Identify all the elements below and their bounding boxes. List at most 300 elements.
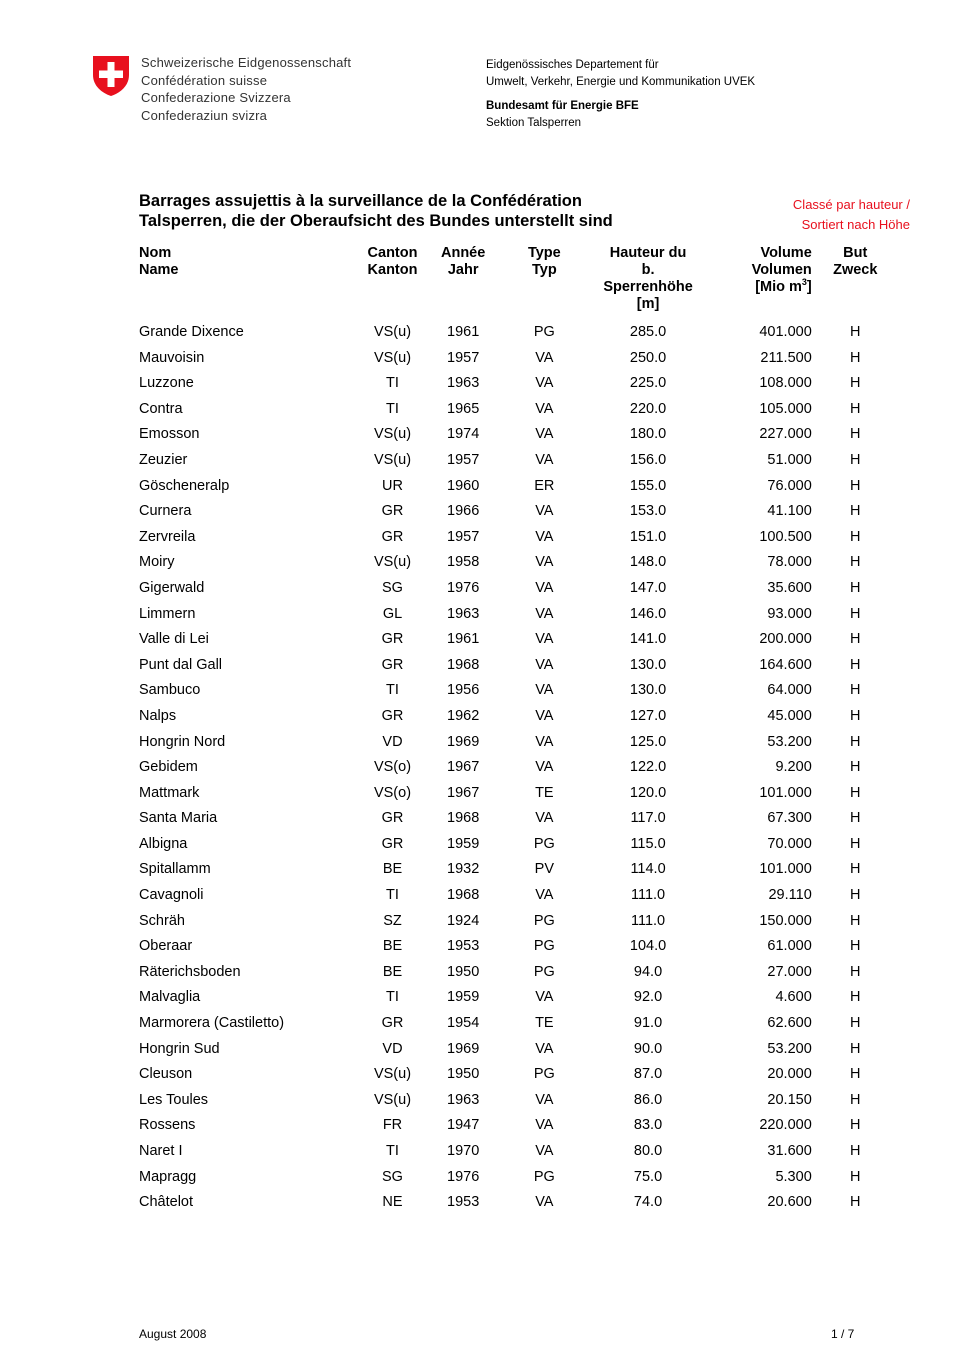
department-line-1: Eidgenössisches Departement für	[486, 59, 659, 71]
column-header-year	[441, 245, 485, 320]
dam-type-cell: PG	[533, 963, 555, 980]
dam-canton-cell: VS(u)	[373, 349, 412, 366]
sort-note-de: Sortiert nach Höhe	[801, 216, 910, 232]
dam-type-cell: VA	[535, 1143, 554, 1159]
dam-type-cell: VA	[535, 375, 554, 392]
dam-purpose-cell: H	[850, 784, 861, 801]
dam-height-cell: 151.0	[629, 528, 667, 545]
dam-type-cell: VA	[535, 451, 554, 468]
dam-purpose-cell: H	[850, 375, 861, 392]
table-row	[139, 1037, 899, 1063]
table-row	[139, 1139, 899, 1165]
dam-height-cell: 104.0	[629, 938, 667, 955]
dam-volume-cell: 76.000	[767, 477, 812, 494]
dam-year-cell: 1924	[447, 912, 480, 929]
dam-name-cell: Mapragg	[139, 1168, 197, 1185]
dam-canton-cell: BE	[382, 938, 403, 955]
dam-year-cell: 1957	[447, 528, 480, 545]
dam-volume-cell: 100.500	[759, 528, 812, 545]
table-row	[139, 346, 899, 372]
dam-year-cell: 1959	[447, 989, 480, 1006]
column-header-volume-unit	[693, 279, 812, 296]
dam-volume-cell: 4.600	[775, 989, 812, 1006]
dam-year-cell: 1970	[447, 1143, 480, 1159]
dam-canton-cell: TI	[386, 1143, 399, 1159]
dam-name-cell: Sambuco	[139, 682, 201, 699]
dam-type-cell: VA	[535, 605, 554, 622]
dam-year-cell: 1961	[447, 324, 480, 340]
dam-canton-cell: NE	[382, 1194, 403, 1211]
dam-name-cell: Gigerwald	[139, 579, 205, 596]
dam-canton-cell: VS(u)	[373, 324, 412, 340]
dam-volume-cell: 200.000	[759, 631, 812, 648]
dam-canton-cell: UR	[382, 477, 403, 494]
dam-canton-cell: VD	[382, 1040, 403, 1057]
table-row	[139, 422, 899, 448]
dam-height-cell: 111.0	[630, 887, 666, 904]
dam-height-cell: 91.0	[633, 1015, 663, 1032]
dam-name-cell: Luzzone	[139, 375, 194, 392]
dam-purpose-cell: H	[850, 1091, 861, 1108]
column-header-height-de: Sperrenhöhe	[603, 279, 693, 295]
dam-height-cell: 130.0	[629, 656, 667, 673]
dam-canton-cell: TI	[386, 375, 399, 392]
dam-canton-cell: GR	[381, 835, 404, 852]
dam-height-cell: 120.0	[629, 784, 667, 801]
dam-purpose-cell: H	[850, 1015, 861, 1032]
dam-volume-cell: 211.500	[760, 349, 812, 366]
dam-purpose-cell: H	[850, 1194, 861, 1211]
dam-volume-cell: 51.000	[767, 451, 812, 468]
department-line-2: Umwelt, Verkehr, Energie und Kommunikation UVEK	[486, 75, 756, 88]
dam-type-cell: VA	[535, 656, 554, 673]
dam-purpose-cell: H	[850, 477, 861, 494]
dam-name-cell: Moiry	[139, 554, 175, 571]
dam-height-cell: 225.0	[629, 375, 667, 392]
dam-canton-cell: GR	[381, 1015, 404, 1032]
federal-name-de: Schweizerische Eidgenossenschaft	[141, 55, 352, 70]
dam-height-cell: 117.0	[630, 810, 666, 827]
table-row	[139, 857, 899, 883]
dam-volume-cell: 61.000	[767, 938, 812, 955]
dam-type-cell: VA	[535, 554, 554, 571]
dam-volume-cell: 9.200	[775, 759, 812, 776]
dam-name-cell: Naret I	[139, 1143, 183, 1159]
table-row	[139, 576, 899, 602]
table-row	[139, 960, 899, 986]
dam-purpose-cell: H	[850, 554, 861, 571]
table-row	[139, 499, 899, 525]
dam-type-cell: VA	[535, 426, 554, 443]
table-row	[139, 627, 899, 653]
dam-canton-cell: VS(o)	[373, 759, 412, 776]
dam-canton-cell: TI	[386, 989, 399, 1006]
sort-note	[793, 195, 910, 234]
column-header-year-de: Jahr	[447, 262, 479, 278]
dam-type-cell: VA	[535, 682, 554, 699]
dam-name-cell: Malvaglia	[139, 989, 201, 1006]
dam-name-cell: Gebidem	[139, 759, 198, 776]
column-header-name	[139, 245, 344, 320]
dam-name-cell: Emosson	[139, 426, 200, 443]
dam-purpose-cell: H	[850, 733, 861, 750]
dam-purpose-cell: H	[850, 810, 861, 827]
dam-type-cell: VA	[535, 887, 554, 904]
dam-purpose-cell: H	[850, 1168, 861, 1185]
dam-type-cell: PG	[533, 1168, 555, 1185]
dam-year-cell: 1956	[447, 682, 480, 699]
dam-purpose-cell: H	[850, 631, 861, 648]
dam-year-cell: 1976	[447, 579, 480, 596]
dam-volume-cell: 20.150	[767, 1091, 812, 1108]
dam-height-cell: 285.0	[629, 324, 667, 340]
dam-volume-cell: 67.300	[767, 810, 812, 827]
dam-height-cell: 153.0	[629, 503, 667, 520]
dam-purpose-cell: H	[850, 963, 861, 980]
column-header-type	[485, 245, 603, 320]
dam-type-cell: VA	[535, 400, 554, 417]
dam-purpose-cell: H	[850, 1040, 861, 1057]
dam-height-cell: 75.0	[633, 1168, 663, 1185]
dam-height-cell: 220.0	[629, 400, 667, 417]
dam-purpose-cell: H	[850, 579, 861, 596]
dam-name-cell: Zervreila	[139, 528, 196, 545]
dam-year-cell: 1959	[447, 835, 480, 852]
federal-name-block	[141, 54, 351, 124]
dam-year-cell: 1932	[447, 861, 480, 878]
table-row	[139, 909, 899, 935]
table-row	[139, 448, 899, 474]
page-title	[139, 192, 613, 231]
dam-year-cell: 1966	[447, 503, 480, 520]
dam-canton-cell: TI	[386, 887, 399, 904]
dam-volume-cell: 27.000	[767, 963, 812, 980]
dam-type-cell: VA	[535, 349, 554, 366]
dam-name-cell: Châtelot	[139, 1194, 194, 1211]
dam-purpose-cell: H	[850, 887, 861, 904]
dam-year-cell: 1960	[447, 477, 480, 494]
dam-name-cell: Les Toules	[139, 1091, 209, 1108]
dam-name-cell: Schräh	[139, 912, 185, 929]
dam-purpose-cell: H	[850, 400, 861, 417]
dam-type-cell: PV	[534, 861, 554, 878]
dam-year-cell: 1965	[447, 400, 480, 417]
dam-name-cell: Limmern	[139, 605, 196, 622]
dam-type-cell: VA	[535, 989, 554, 1006]
table-row	[139, 730, 899, 756]
federal-name-it: Confederazione Svizzera	[141, 90, 291, 105]
dam-volume-cell: 401.000	[759, 324, 812, 340]
dam-name-cell: Nalps	[139, 707, 177, 724]
dam-height-cell: 148.0	[629, 554, 667, 571]
dam-height-cell: 155.0	[629, 477, 667, 494]
dam-name-cell: Hongrin Sud	[139, 1040, 220, 1057]
column-header-height-fr: Hauteur du b.	[609, 245, 687, 278]
dam-height-cell: 141.0	[629, 631, 667, 648]
table-row	[139, 474, 899, 500]
dam-volume-cell: 70.000	[767, 835, 812, 852]
dam-volume-cell: 101.000	[759, 861, 812, 878]
dam-name-cell: Räterichsboden	[139, 963, 241, 980]
dam-purpose-cell: H	[850, 349, 861, 366]
dam-height-cell: 115.0	[630, 835, 666, 852]
federal-name-fr: Confédération suisse	[141, 72, 268, 88]
dam-type-cell: VA	[535, 503, 554, 520]
dam-type-cell: VA	[535, 579, 554, 596]
dam-purpose-cell: H	[850, 605, 861, 622]
dam-name-cell: Marmorera (Castiletto)	[139, 1015, 285, 1032]
dam-purpose-cell: H	[850, 912, 861, 929]
dam-type-cell: VA	[535, 1194, 554, 1211]
dam-volume-cell: 164.600	[759, 656, 812, 673]
table-body	[139, 320, 899, 1216]
dam-year-cell: 1953	[447, 938, 480, 955]
footer-page-number: 1 / 7	[831, 1327, 855, 1341]
dam-year-cell: 1954	[447, 1015, 480, 1032]
dam-purpose-cell: H	[850, 835, 861, 852]
table-row	[139, 397, 899, 423]
dam-canton-cell: GR	[381, 503, 404, 520]
dam-volume-cell: 150.000	[759, 912, 812, 929]
dam-canton-cell: VS(o)	[373, 784, 412, 801]
column-header-purpose-fr: But	[843, 245, 868, 261]
column-header-type-fr: Type	[527, 245, 561, 261]
dam-year-cell: 1953	[447, 1194, 480, 1211]
dam-volume-cell: 53.200	[767, 733, 812, 750]
dam-name-cell: Albigna	[139, 835, 188, 852]
dam-volume-cell: 5.300	[775, 1168, 812, 1185]
dam-year-cell: 1974	[447, 426, 480, 443]
sort-note-fr: Classé par hauteur /	[792, 197, 910, 212]
dam-type-cell: TE	[535, 1015, 554, 1032]
dam-purpose-cell: H	[850, 503, 861, 520]
volume-unit-suffix: ]	[806, 279, 812, 295]
dam-height-cell: 86.0	[633, 1091, 663, 1108]
table-row	[139, 1165, 899, 1191]
dam-height-cell: 87.0	[633, 1066, 663, 1083]
dam-purpose-cell: H	[850, 759, 861, 776]
table-row	[139, 1113, 899, 1139]
dam-height-cell: 92.0	[633, 989, 663, 1006]
table-row	[139, 678, 899, 704]
dam-volume-cell: 108.000	[759, 375, 812, 392]
dam-purpose-cell: H	[850, 426, 861, 443]
dam-canton-cell: VS(u)	[373, 1066, 412, 1083]
column-header-volume-de: Volumen	[751, 262, 812, 278]
dam-height-cell: 180.0	[629, 426, 667, 443]
dam-type-cell: TE	[535, 784, 554, 801]
column-header-purpose	[812, 245, 899, 320]
dam-purpose-cell: H	[850, 707, 861, 724]
dam-height-cell: 80.0	[633, 1143, 663, 1159]
column-header-purpose-de: Zweck	[833, 262, 878, 278]
dam-year-cell: 1957	[447, 451, 480, 468]
table-row	[139, 704, 899, 730]
table-row	[139, 985, 899, 1011]
dam-year-cell: 1969	[447, 733, 480, 750]
title-de: Talsperren, die der Oberaufsicht des Bundes unterstellt sind	[139, 211, 613, 230]
column-header-height	[603, 245, 692, 320]
dam-canton-cell: GR	[381, 656, 404, 673]
dam-height-cell: 146.0	[629, 605, 667, 622]
dam-volume-cell: 53.200	[767, 1040, 812, 1057]
dam-name-cell: Cleuson	[139, 1066, 193, 1083]
volume-unit-exponent: 3	[801, 277, 807, 288]
dam-canton-cell: GR	[381, 631, 404, 648]
dam-purpose-cell: H	[850, 682, 861, 699]
column-header-canton-de: Kanton	[367, 262, 418, 278]
table-row	[139, 781, 899, 807]
dam-name-cell: Rossens	[139, 1117, 196, 1134]
dam-year-cell: 1963	[447, 375, 480, 392]
dam-name-cell: Santa Maria	[139, 810, 218, 827]
dam-type-cell: VA	[535, 631, 554, 648]
footer-date: August 2008	[139, 1327, 207, 1341]
dam-volume-cell: 64.000	[767, 682, 812, 699]
dam-year-cell: 1947	[447, 1117, 480, 1134]
dam-name-cell: Grande Dixence	[139, 324, 244, 340]
dam-volume-cell: 93.000	[767, 605, 812, 622]
dam-volume-cell: 78.000	[767, 554, 812, 571]
dam-canton-cell: GR	[381, 707, 404, 724]
dam-year-cell: 1963	[447, 1091, 480, 1108]
dam-type-cell: PG	[533, 1066, 555, 1083]
dam-volume-cell: 31.600	[767, 1143, 812, 1159]
column-header-volume	[693, 245, 812, 320]
dam-canton-cell: TI	[386, 682, 399, 699]
dam-height-cell: 122.0	[629, 759, 667, 776]
column-header-canton-fr: Canton	[367, 245, 418, 261]
dam-height-cell: 156.0	[629, 451, 667, 468]
dam-height-cell: 74.0	[633, 1194, 663, 1211]
dam-type-cell: VA	[535, 810, 554, 827]
dam-canton-cell: GL	[382, 605, 403, 622]
section-name: Sektion Talsperren	[486, 116, 582, 129]
swiss-cross-shield-icon	[92, 55, 130, 97]
dam-year-cell: 1957	[447, 349, 480, 366]
dam-volume-cell: 20.600	[767, 1194, 812, 1211]
dam-year-cell: 1968	[447, 810, 480, 827]
dam-volume-cell: 62.600	[767, 1015, 812, 1032]
dam-name-cell: Valle di Lei	[139, 631, 209, 648]
dam-canton-cell: VS(u)	[373, 426, 412, 443]
dam-type-cell: ER	[534, 477, 555, 494]
dam-purpose-cell: H	[850, 656, 861, 673]
table-row	[139, 806, 899, 832]
title-fr: Barrages assujettis à la surveillance de la Confédération	[139, 192, 582, 210]
table-row	[139, 755, 899, 781]
dam-volume-cell: 105.000	[759, 400, 812, 417]
dam-name-cell: Cavagnoli	[139, 887, 204, 904]
dam-name-cell: Mattmark	[139, 784, 200, 801]
dam-volume-cell: 45.000	[767, 707, 812, 724]
table-row	[139, 525, 899, 551]
dam-canton-cell: SG	[382, 579, 403, 596]
dam-purpose-cell: H	[850, 324, 861, 340]
dam-canton-cell: FR	[382, 1117, 403, 1134]
dam-type-cell: VA	[535, 707, 554, 724]
dam-volume-cell: 220.000	[759, 1117, 812, 1134]
column-header-canton	[344, 245, 441, 320]
dam-canton-cell: GR	[381, 528, 404, 545]
dam-height-cell: 94.0	[633, 963, 663, 980]
dam-canton-cell: BE	[382, 963, 403, 980]
dam-purpose-cell: H	[850, 938, 861, 955]
dam-name-cell: Curnera	[139, 503, 192, 520]
dam-purpose-cell: H	[850, 451, 861, 468]
dam-year-cell: 1968	[447, 656, 480, 673]
table-row	[139, 1190, 899, 1216]
table-header-row	[139, 245, 899, 320]
dam-purpose-cell: H	[850, 1066, 861, 1083]
dam-type-cell: VA	[535, 1040, 554, 1057]
dam-canton-cell: SZ	[383, 912, 402, 929]
dam-volume-cell: 35.600	[767, 579, 812, 596]
dam-volume-cell: 20.000	[767, 1066, 812, 1083]
dam-year-cell: 1969	[447, 1040, 480, 1057]
dam-canton-cell: VS(u)	[373, 554, 412, 571]
dam-purpose-cell: H	[850, 989, 861, 1006]
dam-year-cell: 1968	[447, 887, 480, 904]
dam-volume-cell: 227.000	[759, 426, 812, 443]
table-row	[139, 883, 899, 909]
dam-year-cell: 1963	[447, 605, 480, 622]
dam-type-cell: VA	[535, 733, 554, 750]
dam-canton-cell: VS(u)	[373, 1091, 412, 1108]
dam-height-cell: 111.0	[630, 912, 666, 929]
table-row	[139, 832, 899, 858]
dam-height-cell: 83.0	[633, 1117, 663, 1134]
dams-table	[139, 245, 899, 1216]
dam-name-cell: Zeuzier	[139, 451, 188, 468]
column-header-volume-fr: Volume	[760, 245, 812, 261]
column-header-height-unit: [m]	[636, 296, 660, 312]
table-row	[139, 1088, 899, 1114]
dam-name-cell: Hongrin Nord	[139, 733, 226, 750]
dam-year-cell: 1962	[447, 707, 480, 724]
dam-name-cell: Punt dal Gall	[139, 656, 223, 673]
dam-volume-cell: 101.000	[759, 784, 812, 801]
dam-name-cell: Mauvoisin	[139, 349, 205, 366]
dam-height-cell: 125.0	[629, 733, 667, 750]
table-row	[139, 934, 899, 960]
dam-purpose-cell: H	[850, 1117, 861, 1134]
dam-year-cell: 1967	[447, 759, 480, 776]
dam-canton-cell: VD	[382, 733, 403, 750]
table-row	[139, 371, 899, 397]
department-block	[486, 57, 755, 131]
dam-name-cell: Spitallamm	[139, 861, 211, 878]
volume-unit-prefix: [Mio m	[755, 279, 802, 295]
dam-purpose-cell: H	[850, 861, 861, 878]
dam-year-cell: 1950	[447, 963, 480, 980]
dam-purpose-cell: H	[850, 528, 861, 545]
table-row	[139, 1011, 899, 1037]
dam-purpose-cell: H	[850, 1143, 861, 1159]
column-header-name-fr: Nom	[139, 245, 172, 261]
dam-year-cell: 1976	[447, 1168, 480, 1185]
dam-volume-cell: 41.100	[767, 503, 812, 520]
dam-canton-cell: VS(u)	[373, 451, 412, 468]
dam-name-cell: Contra	[139, 400, 183, 417]
dam-type-cell: PG	[533, 324, 555, 340]
dam-type-cell: VA	[535, 528, 554, 545]
dam-type-cell: VA	[535, 1091, 554, 1108]
office-name: Bundesamt für Energie BFE	[486, 100, 639, 112]
column-header-type-de: Typ	[531, 262, 557, 278]
dam-height-cell: 114.0	[630, 861, 666, 878]
dam-height-cell: 130.0	[629, 682, 667, 699]
